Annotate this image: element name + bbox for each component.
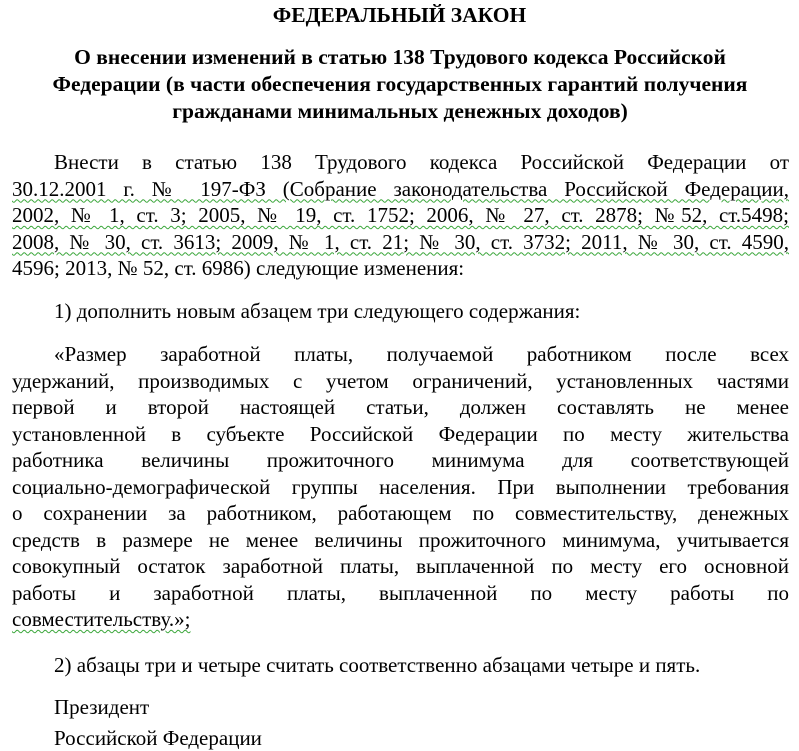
- quote-line: совокупный остаток заработной платы, выплаченной по месту его основной: [12, 554, 789, 578]
- quote-line: установленной в субъекте Российской Федерации по месту жительства: [12, 421, 789, 446]
- quote-line: работы и заработной платы, выплаченной по месту работы по: [12, 580, 789, 605]
- quote-line: совместительству.»;: [12, 607, 191, 631]
- quote-line: работника величины прожиточного минимума для соответствующей: [12, 448, 789, 472]
- intro-line: 2008, № 30, ст. 3613; 2009, № 1, ст. 21; № 30, ст. 3732; 2011, № 30, ст. 4590,: [12, 229, 789, 254]
- signature-subtitle: Российской Федерации: [54, 726, 262, 750]
- signature-title: Президент: [54, 695, 150, 719]
- quoted-paragraph: [12, 341, 789, 633]
- amendment-item-2: 2) абзацы три и четыре считать соответственно абзацами четыре и пять.: [54, 653, 701, 677]
- subtitle-line: О внесении изменений в статью 138 Трудового кодекса Российской: [74, 45, 726, 69]
- document-subtitle: [20, 44, 780, 125]
- document-title: ФЕДЕРАЛЬНЫЙ ЗАКОН: [272, 3, 527, 27]
- quote-line: социально-демографической группы населения. При выполнении требования: [12, 474, 789, 499]
- quote-line: «Размер заработной платы, получаемой работником после всех: [54, 342, 789, 366]
- intro-line: 2002, № 1, ст. 3; 2005, № 19, ст. 1752; 2006, № 27, ст. 2878; №52, ст.5498;: [12, 203, 789, 227]
- intro-paragraph: [12, 149, 789, 282]
- intro-line: Внести в статью 138 Трудового кодекса Российской Федерации от: [54, 150, 789, 174]
- quote-line: о сохранении за работником, работающем по совместительству, денежных: [12, 501, 789, 525]
- intro-line: 4596; 2013, № 52, ст. 6986) следующие изменения:: [12, 256, 465, 280]
- subtitle-line: гражданами минимальных денежных доходов): [172, 99, 628, 123]
- quote-line: удержаний, производимых с учетом ограничений, установленных частями: [12, 368, 789, 393]
- amendment-item-1: 1) дополнить новым абзацем три следующего содержания:: [54, 299, 581, 323]
- intro-line: 30.12.2001 г. № 197-ФЗ (Собрание законодательства Российской Федерации,: [12, 176, 789, 201]
- quote-line: первой и второй настоящей статьи, должен составлять не менее: [12, 395, 789, 419]
- subtitle-line: Федерации (в части обеспечения государственных гарантий получения: [52, 72, 748, 96]
- quote-line: средств в размере не менее величины прожиточного минимума, учитывается: [12, 527, 789, 552]
